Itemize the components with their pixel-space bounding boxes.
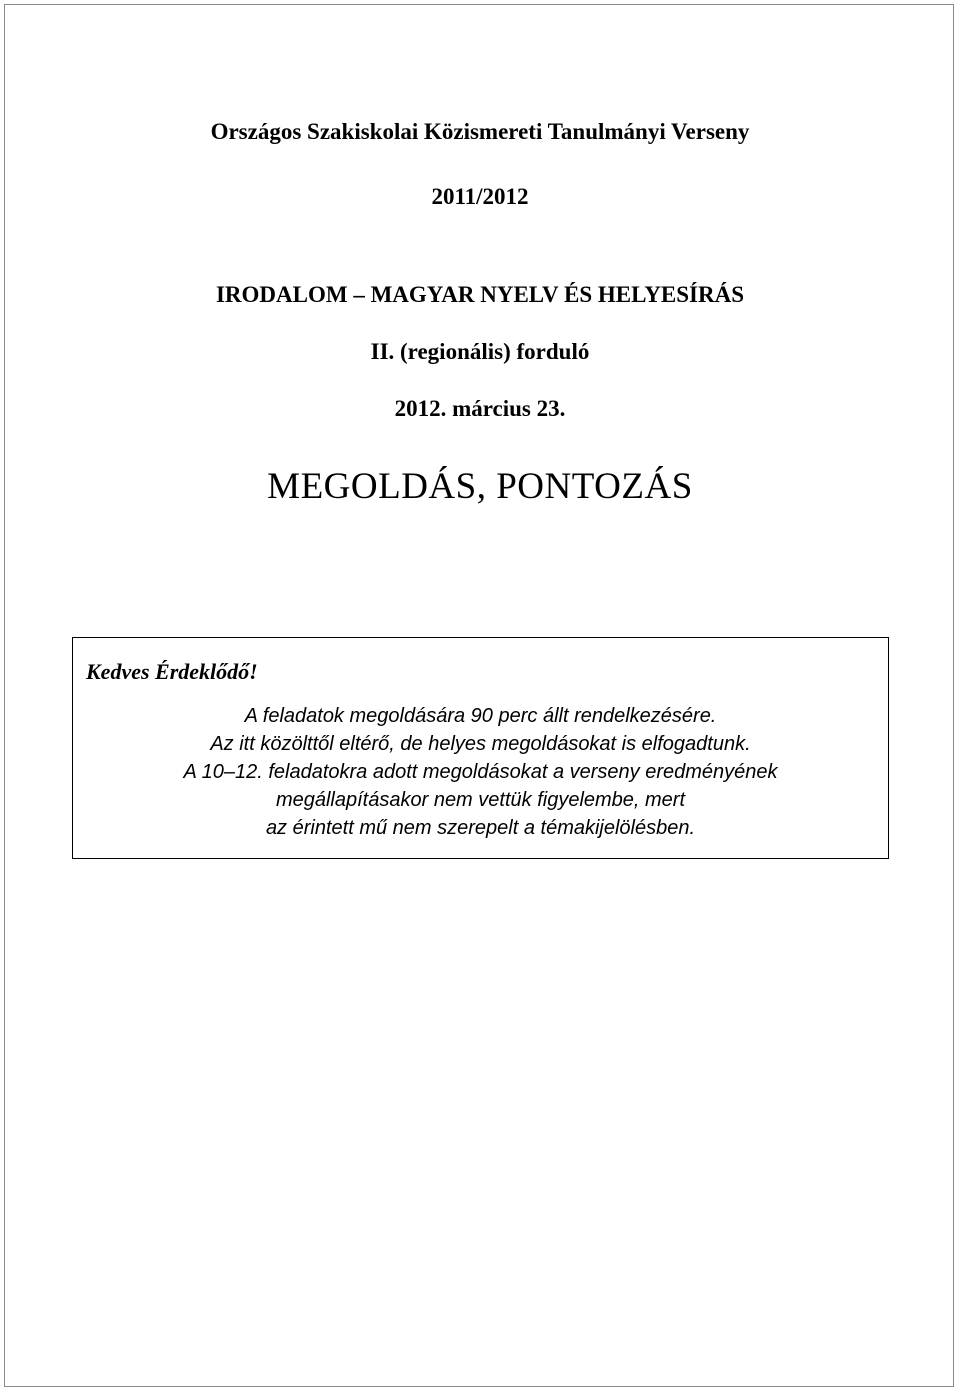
school-year: 2011/2012 xyxy=(431,184,529,209)
notice-body xyxy=(73,702,888,842)
round-label: II. (regionális) forduló xyxy=(370,339,590,364)
notice-line: A feladatok megoldására 90 perc állt rendelkezésére. xyxy=(244,705,717,727)
notice-line: Az itt közölttől eltérő, de helyes megoldásokat is elfogadtunk. xyxy=(210,733,751,755)
subject-title: IRODALOM – MAGYAR NYELV ÉS HELYESÍRÁS xyxy=(215,282,745,307)
notice-line: megállapításakor nem vettük figyelembe, mert xyxy=(275,789,686,811)
document-type-heading: MEGOLDÁS, PONTOZÁS xyxy=(267,466,693,507)
notice-box xyxy=(72,637,889,859)
notice-greeting: Kedves Érdeklődő! xyxy=(86,659,258,684)
competition-title: Országos Szakiskolai Közismereti Tanulmányi Verseny xyxy=(210,119,750,144)
notice-line: az érintett mű nem szerepelt a témakijelölésben. xyxy=(265,817,696,839)
exam-date: 2012. március 23. xyxy=(394,396,566,421)
notice-line: A 10–12. feladatokra adott megoldásokat a verseny eredményének xyxy=(183,761,778,783)
